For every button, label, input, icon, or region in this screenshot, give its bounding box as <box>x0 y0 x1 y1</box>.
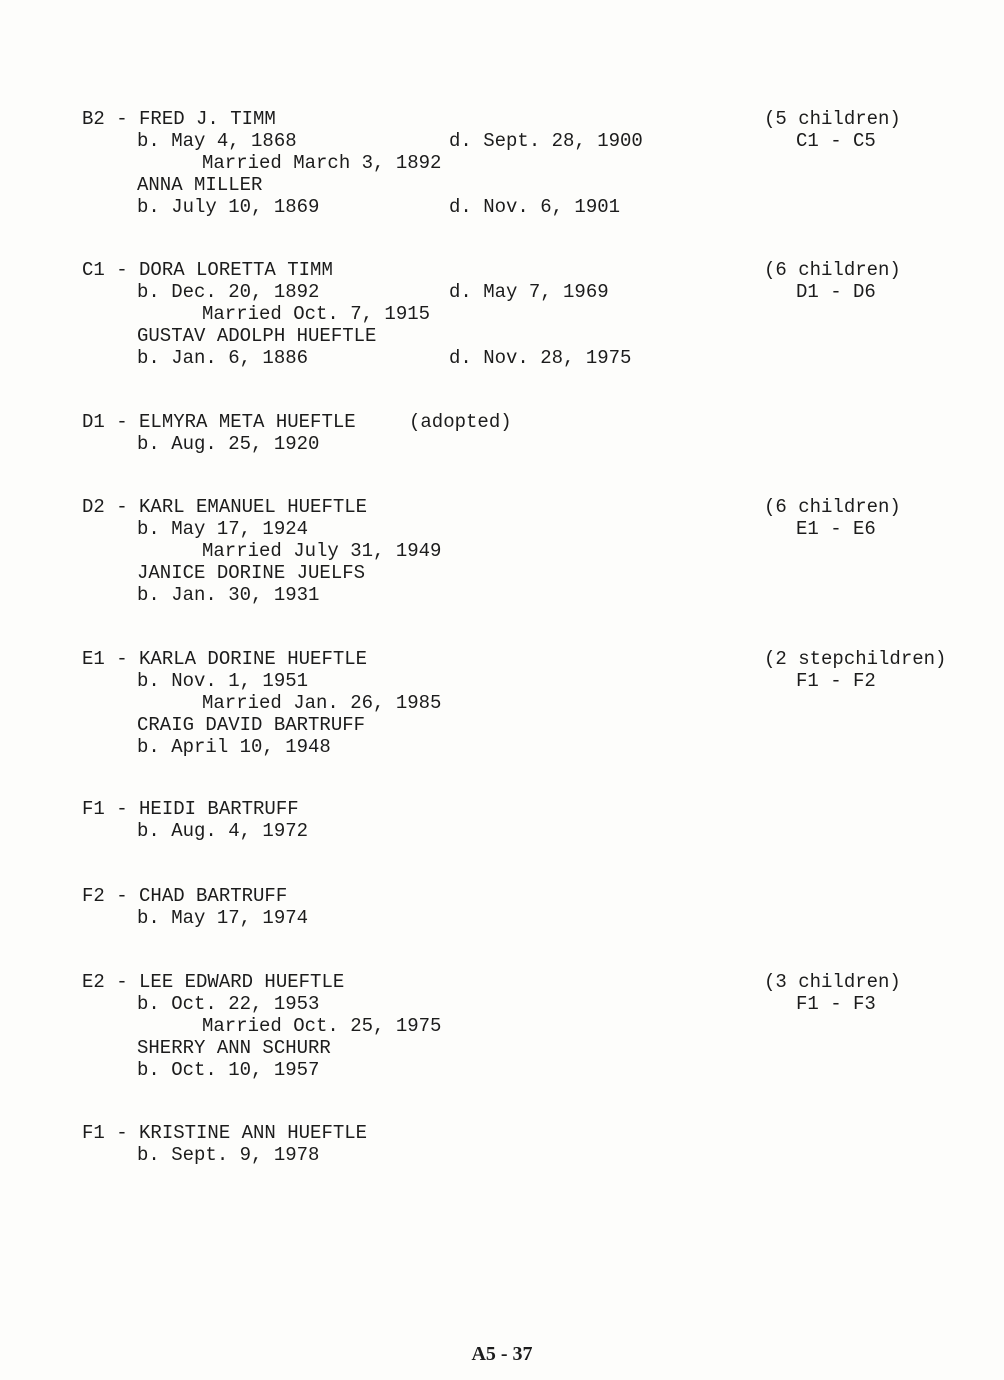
detail-line: b. Jan. 30, 1931 <box>137 584 320 606</box>
detail-line: b. May 17, 1974 <box>137 907 309 929</box>
person-heading: C1 - DORA LORETTA TIMM <box>82 259 333 281</box>
detail-line: ANNA MILLER <box>137 174 263 196</box>
detail-line: b. Aug. 4, 1972 <box>137 820 309 842</box>
children-count: (6 children) <box>764 259 901 281</box>
person-heading: D1 - ELMYRA META HUEFTLE <box>82 411 356 433</box>
death-date: d. May 7, 1969 <box>449 281 609 303</box>
person-heading: B2 - FRED J. TIMM <box>82 108 276 130</box>
detail-line: b. May 4, 1868 <box>137 130 297 152</box>
children-range: E1 - E6 <box>796 518 876 540</box>
children-range: F1 - F3 <box>796 993 876 1015</box>
detail-line: b. April 10, 1948 <box>137 736 331 758</box>
detail-line: b. Sept. 9, 1978 <box>137 1144 320 1166</box>
detail-line: b. Oct. 10, 1957 <box>137 1059 320 1081</box>
detail-line: b. Nov. 1, 1951 <box>137 670 309 692</box>
person-heading: D2 - KARL EMANUEL HUEFTLE <box>82 496 368 518</box>
children-range: C1 - C5 <box>796 130 876 152</box>
marriage-line: Married Oct. 7, 1915 <box>202 303 431 325</box>
marriage-line: Married July 31, 1949 <box>202 540 442 562</box>
death-date: d. Nov. 6, 1901 <box>449 196 621 218</box>
page-number: A5 - 37 <box>471 1343 533 1365</box>
detail-line: b. Aug. 25, 1920 <box>137 433 320 455</box>
detail-line: b. July 10, 1869 <box>137 196 320 218</box>
marriage-line: Married Oct. 25, 1975 <box>202 1015 442 1037</box>
children-count: (3 children) <box>764 971 901 993</box>
children-range: D1 - D6 <box>796 281 876 303</box>
detail-line: b. May 17, 1924 <box>137 518 309 540</box>
person-heading: F1 - KRISTINE ANN HUEFTLE <box>82 1122 368 1144</box>
person-heading: F1 - HEIDI BARTRUFF <box>82 798 299 820</box>
person-heading: E1 - KARLA DORINE HUEFTLE <box>82 648 368 670</box>
death-date: d. Sept. 28, 1900 <box>449 130 643 152</box>
detail-line: GUSTAV ADOLPH HUEFTLE <box>137 325 377 347</box>
detail-line: CRAIG DAVID BARTRUFF <box>137 714 366 736</box>
detail-line: b. Dec. 20, 1892 <box>137 281 320 303</box>
adopted-note: (adopted) <box>409 411 512 433</box>
marriage-line: Married March 3, 1892 <box>202 152 442 174</box>
detail-line: b. Oct. 22, 1953 <box>137 993 320 1015</box>
children-count: (2 stepchildren) <box>764 648 947 670</box>
detail-line: b. Jan. 6, 1886 <box>137 347 309 369</box>
marriage-line: Married Jan. 26, 1985 <box>202 692 442 714</box>
children-count: (6 children) <box>764 496 901 518</box>
person-heading: F2 - CHAD BARTRUFF <box>82 885 288 907</box>
detail-line: SHERRY ANN SCHURR <box>137 1037 331 1059</box>
person-heading: E2 - LEE EDWARD HUEFTLE <box>82 971 345 993</box>
children-count: (5 children) <box>764 108 901 130</box>
children-range: F1 - F2 <box>796 670 876 692</box>
detail-line: JANICE DORINE JUELFS <box>137 562 366 584</box>
death-date: d. Nov. 28, 1975 <box>449 347 632 369</box>
